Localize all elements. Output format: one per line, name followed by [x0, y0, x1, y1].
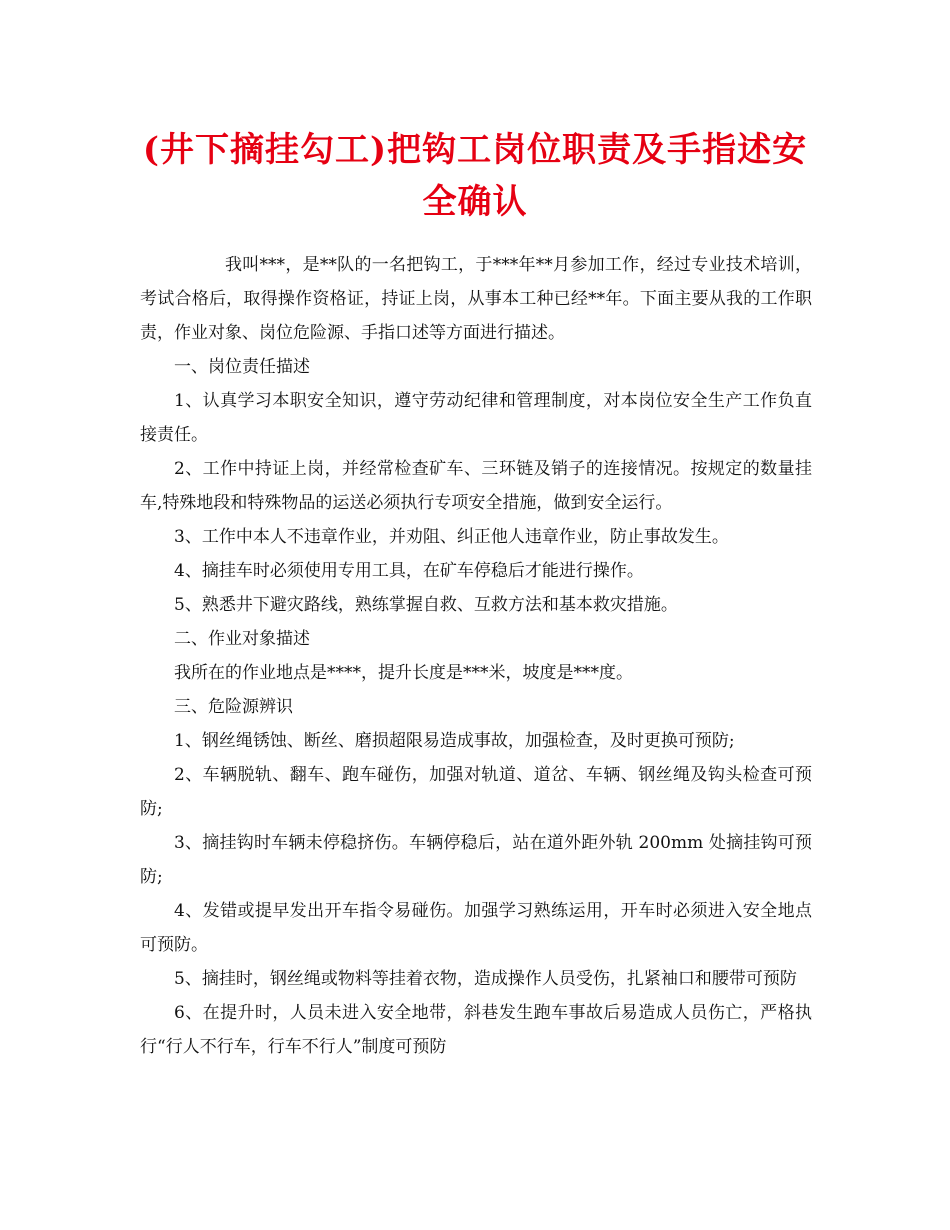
duty-item: 5、熟悉井下避灾路线，熟练掌握自救、互救方法和基本救灾措施。: [174, 595, 678, 615]
duty-item: 3、工作中本人不违章作业，并劝阻、纠正他人违章作业，防止事故发生。: [174, 527, 729, 547]
duty-item: 2、工作中持证上岗，并经常检查矿车、三环链及销子的连接情况。按规定的数量挂车,特殊地段和特殊物品的运送必须执行专项安全措施，做到安全运行。: [140, 459, 812, 513]
hazard-item: 6、在提升时，人员未进入安全地带，斜巷发生跑车事故后易造成人员伤亡，严格执行“行人不行车，行车不行人”制度可预防: [140, 1003, 812, 1057]
object-description: 我所在的作业地点是****，提升长度是***米，坡度是***度。: [174, 663, 633, 683]
hazard-item: 5、摘挂时，钢丝绳或物料等挂着衣物，造成操作人员受伤，扎紧袖口和腰带可预防: [174, 969, 797, 989]
section-heading-object: 二、作业对象描述: [174, 629, 310, 649]
document-body: [140, 248, 812, 1064]
section-heading-duties: 一、岗位责任描述: [174, 357, 310, 377]
intro-paragraph: 我叫***，是**队的一名把钩工，于***年**月参加工作，经过专业技术培训，考试合格后，取得操作资格证，持证上岗，从事本工种已经**年。下面主要从我的工作职责，作业对象、岗位危险源、手指口述等方面进行描述。: [140, 255, 812, 343]
document-title: (井下摘挂勾工)把钩工岗位职责及手指述安全确认: [142, 130, 808, 222]
hazard-item: 1、钢丝绳锈蚀、断丝、磨损超限易造成事故，加强检查，及时更换可预防;: [174, 731, 735, 751]
section-heading-hazards: 三、危险源辨识: [174, 697, 293, 717]
hazard-item: 3、摘挂钩时车辆未停稳挤伤。车辆停稳后，站在道外距外轨 200mm 处摘挂钩可预防;: [140, 833, 812, 887]
duty-item: 4、摘挂车时必须使用专用工具，在矿车停稳后才能进行操作。: [174, 561, 644, 581]
hazard-item: 4、发错或提早发出开车指令易碰伤。加强学习熟练运用，开车时必须进入安全地点可预防。: [140, 901, 812, 955]
hazard-item: 2、车辆脱轨、翻车、跑车碰伤，加强对轨道、道岔、车辆、钢丝绳及钩头检查可预防;: [140, 765, 812, 819]
duty-item: 1、认真学习本职安全知识，遵守劳动纪律和管理制度，对本岗位安全生产工作负直接责任。: [140, 391, 812, 445]
